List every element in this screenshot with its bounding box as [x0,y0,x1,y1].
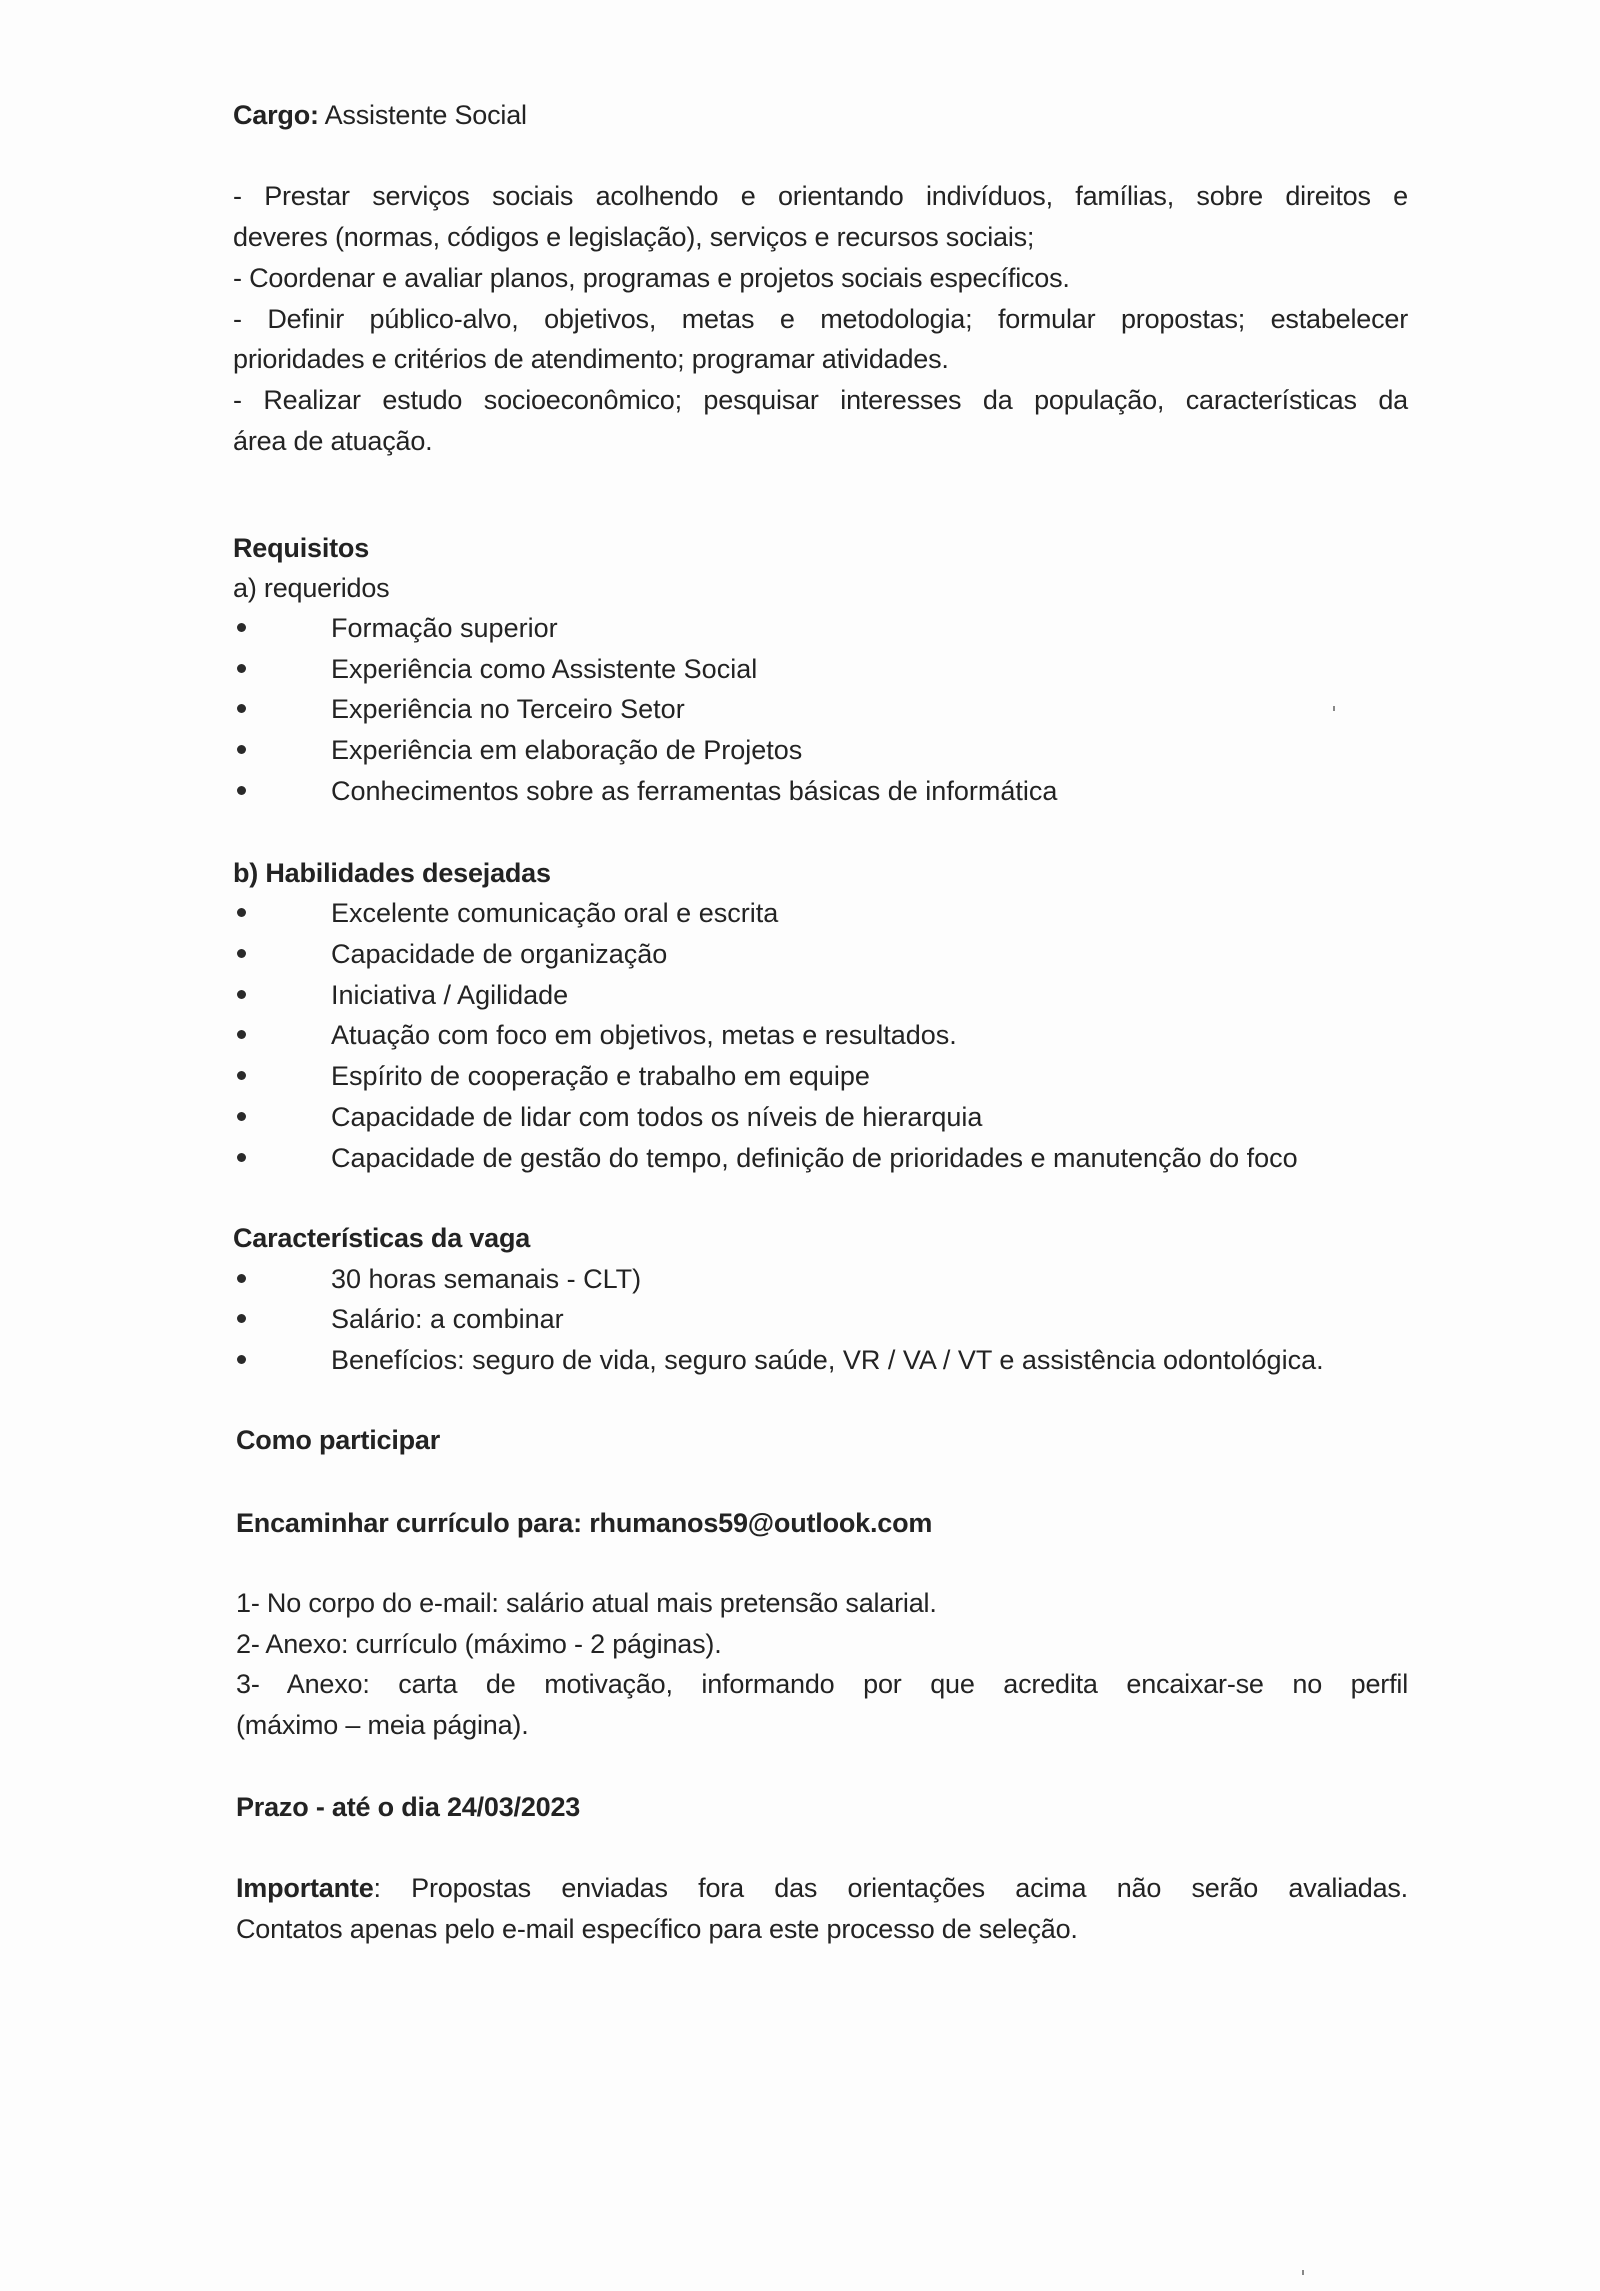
apply-step-continuation: (máximo – meia página). [236,1710,529,1740]
bullet-icon [237,664,246,673]
bullet-icon [237,786,246,795]
duty-line: deveres (normas, códigos e legislação), serviços e recursos sociais; [233,222,1035,252]
bullet-icon [237,908,246,917]
bullet-icon [237,745,246,754]
important-text: : Propostas enviadas fora das orientações acima não serão avaliadas. [373,1873,1408,1903]
desired-skills-heading: b) Habilidades desejadas [233,858,551,888]
important-label: Importante [236,1873,374,1903]
important-note-line: Contatos apenas pelo e-mail específico para este processo de seleção. [236,1914,1078,1944]
job-title-line [233,95,527,135]
bullet-icon [237,1274,246,1283]
bullet-icon [237,1153,246,1162]
duty-line: - Prestar serviços sociais acolhendo e orientando indivíduos, famílias, sobre direitos e [233,181,1408,211]
bullet-icon [237,1112,246,1121]
job-title-label: Cargo: [233,100,319,130]
bullet-icon [237,990,246,999]
send-resume-line [236,1503,932,1543]
scan-speck [1302,2270,1304,2275]
bullet-icon [237,704,246,713]
scanned-page: Cargo: Assistente Social - Prestar serviços sociais acolhendo e orientando indivíduos, famílias, sobre direitos e deveres (normas, códigos e legislação), serviços e recursos sociais; - Coordenar e avaliar planos, programas e projetos sociais específicos. - Definir público-alvo, objetivos, metas e metodologia; formular propostas; estabelecer prioridades e critérios de atendimento; programar atividades. - Realizar estudo socioeconômico; pesquisar interesses da população, características da área de atuação. Requisitos a) requeridos Formação superior Experiência como Assistente Social Experiência no Terceiro Setor Experiência em elaboração de Projetos Conhecimentos sobre as ferramentas básicas de informática b) Habilidades desejadas Excelente comunicação oral e escrita Capacidade de organização Iniciativa / Agilidade Atuação com foco em objetivos, metas e resultados. Espírito de cooperação e trabalho em equipe Capacidade de lidar com todos os níveis de hierarquia Capacidade de gestão do tempo, definição de prioridades e manutenção do foco Características da vaga 30 horas semanais - CLT) Salário: a combinar Benefícios: seguro de vida, seguro saúde, VR / VA / VT e assistência odontológica. Como participar Encaminhar currículo para: rhumanos59@outlook.com 1- No corpo do e-mail: salário atual mais pretensão salarial. 2- Anexo: currículo (máximo - 2 páginas). 3- Anexo: carta de motivação, informando por que acredita encaixar-se no perfil (máximo – meia página). Prazo - até o dia 24/03/2023 Importante: Propostas enviadas fora das orientações acima não serão avaliadas. Contatos apenas pelo e-mail específico para este processo de seleção. [0,0,1600,2291]
bullet-icon [237,1355,246,1364]
job-title-value: Assistente Social [318,100,527,130]
send-resume-label: Encaminhar currículo para: [236,1508,590,1538]
bullet-icon [237,1030,246,1039]
important-note-line [236,1868,1408,1908]
required-subheading: a) requeridos [233,573,390,603]
requirements-heading: Requisitos [233,533,370,563]
apply-step: 1- No corpo do e-mail: salário atual mais pretensão salarial. [236,1588,937,1618]
bullet-icon [237,949,246,958]
how-to-apply-heading: Como participar [236,1425,441,1455]
job-features-heading: Características da vaga [233,1223,531,1253]
duty-line: - Definir público-alvo, objetivos, metas e metodologia; formular propostas; estabelecer [233,304,1408,334]
apply-step: 3- Anexo: carta de motivação, informando por que acredita encaixar-se no perfil [236,1669,1408,1699]
duty-line: - Coordenar e avaliar planos, programas e projetos sociais específicos. [233,263,1070,293]
duty-line: prioridades e critérios de atendimento; programar atividades. [233,344,949,374]
bullet-icon [237,623,246,632]
duty-line: área de atuação. [233,426,433,456]
scan-speck [1333,706,1335,711]
bullet-icon [237,1071,246,1080]
duty-line: - Realizar estudo socioeconômico; pesquisar interesses da população, características da [233,385,1408,415]
deadline: Prazo - até o dia 24/03/2023 [236,1792,581,1822]
contact-email-link[interactable]: rhumanos59@outlook.com [589,1508,933,1538]
bullet-icon [237,1314,246,1323]
apply-step: 2- Anexo: currículo (máximo - 2 páginas). [236,1629,722,1659]
